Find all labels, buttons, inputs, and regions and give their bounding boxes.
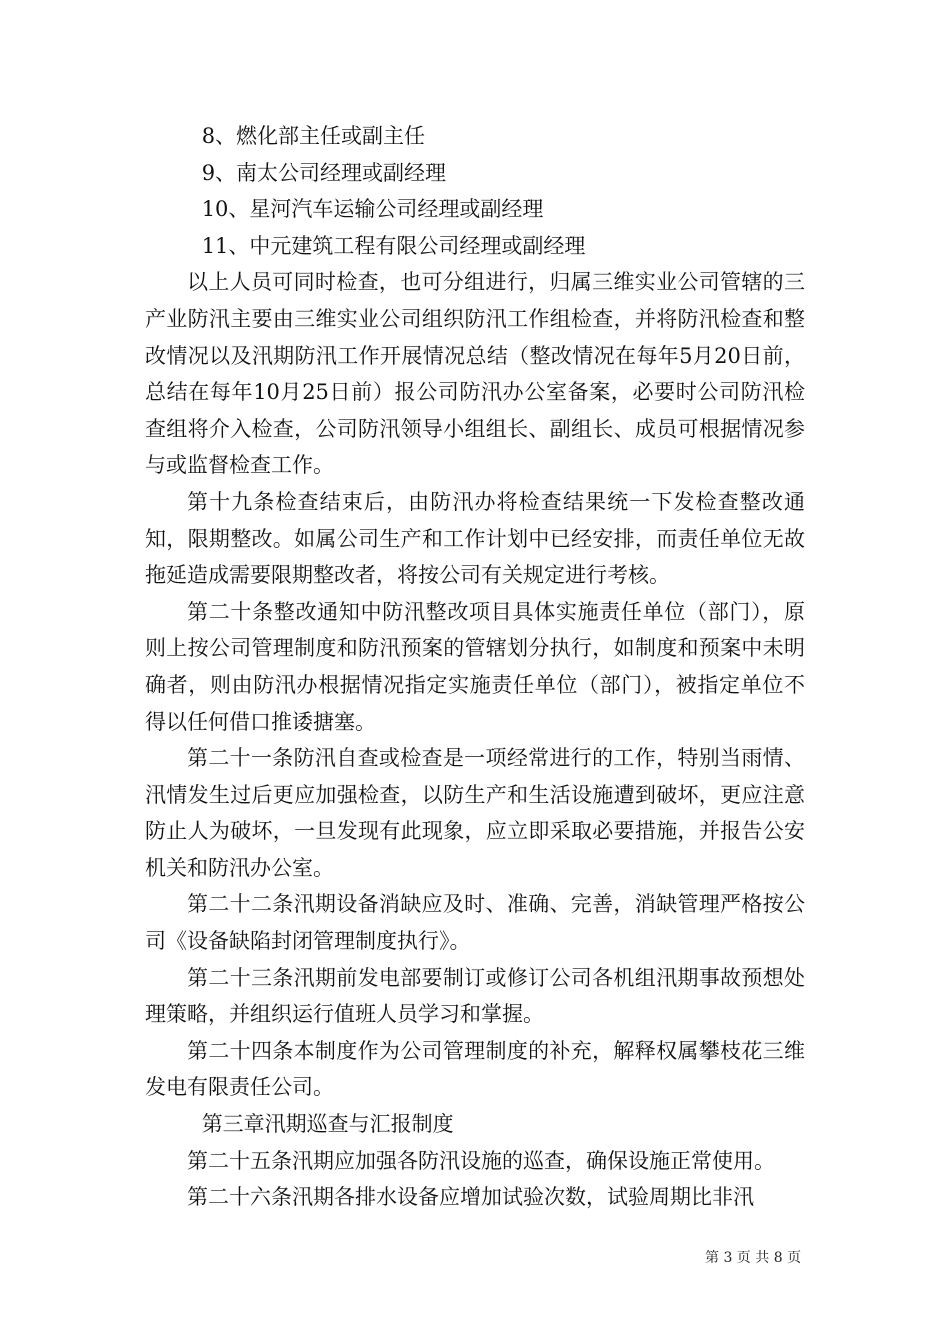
paragraph: 第二十三条汛期前发电部要制订或修订公司各机组汛期事故预想处理策略，并组织运行值班人员学习和掌握。 (145, 965, 805, 1027)
paragraph: 第二十二条汛期设备消缺应及时、准确、完善，消缺管理严格按公司《设备缺陷封闭管理制度执行》。 (145, 892, 805, 954)
paragraph: 第二十一条防汛自查或检查是一项经常进行的工作，特别当雨情、汛情发生过后更应加强检查，以防生产和生活设施遭到破坏，更应注意防止人为破坏，一旦发现有此现象，应立即采取必要措施，并报告公安机关和防汛办公室。 (145, 746, 805, 880)
paragraph: 第二十条整改通知中防汛整改项目具体实施责任单位（部门），原则上按公司管理制度和防汛预案的管辖划分执行，如制度和预案中未明确者，则由防汛办根据情况指定实施责任单位（部门），被指定单位不得以任何借口推诿搪塞。 (145, 599, 805, 734)
document-body (145, 118, 805, 1216)
list-item: 9、南太公司经理或副经理 (201, 160, 447, 185)
list-item: 11、中元建筑工程有限公司经理或副经理 (201, 233, 586, 258)
paragraph: 第二十五条汛期应加强各防汛设施的巡查，确保设施正常使用。 (187, 1148, 775, 1173)
page-number: 第 3 页 共 8 页 (705, 1250, 802, 1266)
paragraph: 以上人员可同时检查，也可分组进行，归属三维实业公司管辖的三产业防汛主要由三维实业公司组织防汛工作组检查，并将防汛检查和整改情况以及汛期防汛工作开展情况总结（整改情况在每年5月20日前，总结在每年10月25日前）报公司防汛办公室备案，必要时公司防汛检查组将介入检查，公司防汛领导小组组长、副组长、成员可根据情况参与或监督检查工作。 (145, 270, 805, 478)
chapter-heading: 第三章汛期巡查与汇报制度 (201, 1112, 454, 1137)
list-item: 10、星河汽车运输公司经理或副经理 (201, 197, 544, 222)
paragraph: 第二十六条汛期各排水设备应增加试验次数，试验周期比非汛 (187, 1185, 754, 1210)
paragraph: 第二十四条本制度作为公司管理制度的补充，解释权属攀枝花三维发电有限责任公司。 (145, 1038, 805, 1100)
list-item: 8、燃化部主任或副主任 (201, 124, 426, 148)
paragraph: 第十九条检查结束后，由防汛办将检查结果统一下发检查整改通知，限期整改。如属公司生产和工作计划中已经安排，而责任单位无故拖延造成需要限期整改者，将按公司有关规定进行考核。 (145, 489, 805, 588)
